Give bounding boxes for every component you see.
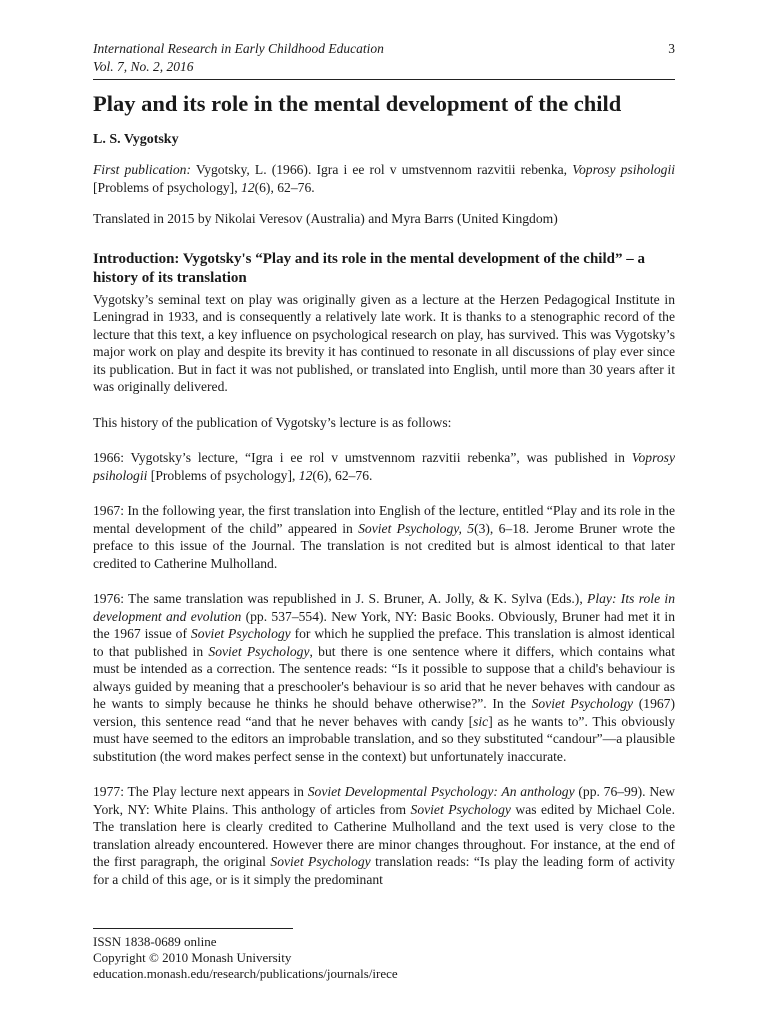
article-author: L. S. Vygotsky xyxy=(93,132,179,147)
paragraph-1977: 1977: The Play lecture next appears in Soviet Developmental Psychology: An anthology (pp. 76–99). New York, NY: White Plains. This anthology of articles from Soviet Psychology was edited by Michael Cole. The translation here is clearly credited to Catherine Mulholland and the text used is very close to the translation already encountered. However there are minor changes throughout. For instance, at the end of the first paragraph, the original Soviet Psychology translation reads: “Is play the leading form of activity for a child of this age, or is it simply the predominant xyxy=(93,784,675,887)
paragraph-1967: 1967: In the following year, the first translation into English of the lecture, entitled “Play and its role in the mental development of the child” appeared in Soviet Psychology, 5(3), 6–18. Jerome Bruner wrote the preface to this issue of the Journal. The translation is not credited but is almost identical to that later credited to Catherine Mulholland. xyxy=(93,503,675,571)
footer-divider xyxy=(93,928,293,929)
paragraph-history: This history of the publication of Vygotsky’s lecture is as follows: xyxy=(93,414,452,430)
page-body xyxy=(93,40,675,888)
journal-name: International Research in Early Childhood Education xyxy=(93,41,384,56)
header-divider xyxy=(93,79,675,80)
running-header xyxy=(93,40,675,76)
journal-volume: Vol. 7, No. 2, 2016 xyxy=(93,59,194,74)
paragraph-1976: 1976: The same translation was republished in J. S. Bruner, A. Jolly, & K. Sylva (Eds.), Play: Its role in development and evolution (pp. 537–554). New York, NY: Basic Books. Obviously, Bruner had met it in the 1967 issue of Soviet Psychology for which he supplied the preface. This translation is almost identical to that published in Soviet Psychology, but there is one sentence where it differs, which contains what must be intended as a correction. The sentence reads: “Is it possible to suppose that a child's behaviour is always guided by meaning that a preschooler's behaviour is so arid that he never behaves with candour as he wants to simply because he thinks he should behave otherwise?”. In the Soviet Psychology (1967) version, this sentence read “and that he never behaves with candy [sic] as he wants to”. This obviously must have seemed to the editors an improbable translation, and so they substituted “candour”—a plausible substitution (the word makes perfect sense in the context) but unfortunately inaccurate. xyxy=(93,591,676,764)
article-title: Play and its role in the mental development of the child xyxy=(93,91,622,116)
translation-credit: Translated in 2015 by Nikolai Veresov (Australia) and Myra Barrs (United Kingdom) xyxy=(93,211,558,226)
footer-issn: ISSN 1838-0689 online xyxy=(93,934,217,949)
first-publication: First publication: Vygotsky, L. (1966). Igra i ee rol v umstvennom razvitii rebenka, Voprosy psihologii [Problems of psychology], 12(6), 62–76. xyxy=(93,162,676,195)
page-footer xyxy=(93,928,675,982)
page-number: 3 xyxy=(668,41,675,56)
section-heading: Introduction: Vygotsky's “Play and its role in the mental development of the child” – a history of its translation xyxy=(93,250,645,286)
paragraph-intro: Vygotsky’s seminal text on play was originally given as a lecture at the Herzen Pedagogical Institute in Leningrad in 1933, and is consequently a relatively late work. It is thanks to a stenographic record of the lecture that this text, a key influence on psychological research on play, has survived. This was Vygotsky’s major work on play and despite its brevity it has continued to resonate in all discussions of play ever since its publication. But in fact it was not published, or translated into English, until more than 30 years after it was originally delivered. xyxy=(93,291,675,394)
footer-copyright: Copyright © 2010 Monash University xyxy=(93,950,292,965)
footer-url: education.monash.edu/research/publications/journals/irece xyxy=(93,966,398,981)
first-publication-label: First publication: xyxy=(93,162,192,177)
paragraph-1966: 1966: Vygotsky’s lecture, “Igra i ee rol v umstvennom razvitii rebenka”, was published in Voprosy psihologii [Problems of psychology], 12(6), 62–76. xyxy=(93,450,675,483)
